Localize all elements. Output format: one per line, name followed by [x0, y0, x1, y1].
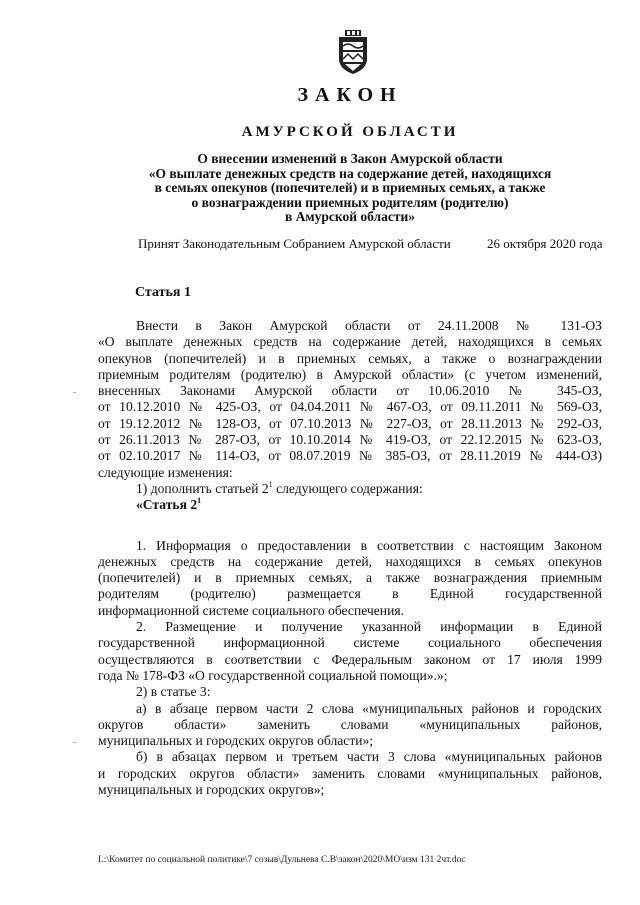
point-1-line: 1. Информация о предоставлении в соответствии с настоящим Законом [136, 537, 602, 553]
article-body [98, 318, 602, 798]
adopted-by: Принят Законодательным Собранием Амурской области [138, 236, 451, 251]
point-1-line: родителям (родителю) размещается в Единой государственной [98, 586, 602, 602]
law-subject [100, 152, 600, 225]
paragraph-line: Внести в Закон Амурской области от 24.11.2008 № 131-ОЗ [136, 318, 602, 333]
item-2b-line: б) в абзацах первом и третьем части 3 слова «муниципальных районов [136, 749, 602, 765]
paragraph-line: от 10.12.2010 № 425-ОЗ, от 04.04.2011 № 467-ОЗ, от 09.11.2011 № 569-ОЗ, [98, 399, 602, 415]
subject-line: в Амурской области» [284, 209, 415, 224]
coat-of-arms-icon [333, 29, 373, 75]
article-heading: Статья 1 [135, 285, 191, 300]
subject-line: О внесении изменений в Закон Амурской области [197, 151, 503, 166]
adopted-date: 26 октября 2020 года [487, 236, 603, 251]
region-title: АМУРСКОЙ ОБЛАСТИ [241, 124, 459, 140]
paragraph-line: приемным родителям (родителю) в Амурской области» (с учетом изменений, [98, 366, 602, 382]
item-1-superscript: 1 [268, 479, 273, 489]
subject-line: о вознаграждении приемных родителям (родителю) [191, 194, 509, 210]
paragraph-line: от 26.11.2013 № 287-ОЗ, от 10.10.2014 № 419-ОЗ, от 22.12.2015 № 623-ОЗ, [98, 432, 602, 448]
law-title: ЗАКОН [297, 84, 403, 106]
margin-tick [73, 392, 76, 393]
item-2a-line: округов области» заменить словами «муниципальных районов, [98, 716, 602, 732]
paragraph-line: «О выплате денежных средств на содержание детей, находящихся в семьях [98, 334, 602, 350]
paragraph-line: от 02.10.2017 № 114-ОЗ, от 08.07.2019 № 385-ОЗ, от 28.11.2019 № 444-ОЗ) [98, 448, 602, 464]
item-1 [98, 481, 602, 497]
point-2-line: года № 178-ФЗ «О государственной социальной помощи».»; [98, 667, 448, 683]
new-article-title: «Статья 2 [136, 497, 198, 513]
point-1-line: (попечителей) и в приемных семьях, а также вознаграждения приемным [98, 570, 602, 586]
item-1-text-end: следующего содержания: [272, 480, 423, 496]
point-1-line: денежных средств на содержание детей, находящихся в семьях опекунов [98, 553, 602, 569]
margin-tick [73, 742, 76, 743]
new-article-heading [98, 497, 602, 513]
item-2a-line: а) в абзаце первом части 2 слова «муниципальных районов и городских [136, 700, 602, 716]
subject-line: «О выплате денежных средств на содержание детей, находящихся [148, 165, 552, 181]
item-2: 2) в статье 3: [136, 684, 211, 700]
item-2a-line: муниципальных и городских округов области»; [98, 733, 374, 749]
point-2-line: осуществляются в соответствии с Федеральным законом от 17 июля 1999 [98, 651, 602, 667]
paragraph-line: опекунов (попечителей) и в приемных семьях, а также о вознаграждении [98, 350, 602, 366]
item-1-text: 1) дополнить статьей 2 [136, 480, 269, 496]
point-1-line: информационной системе социального обеспечения. [98, 602, 405, 618]
file-path-footer: L:\Комитет по социальной политике\7 созыв\Дульнева С.В\закон\2020\МО\изм 131 2чт.doc [98, 855, 466, 865]
item-2b-line: муниципальных и городских округов»; [98, 782, 325, 798]
item-2b-line: и городских округов области» заменить словами «муниципальных районов, [98, 765, 602, 781]
subject-line: в семьях опекунов (попечителей) и в приемных семьях, а также [154, 180, 546, 195]
point-2-line: 2. Размещение и получение указанной информации в Единой [136, 619, 602, 635]
new-article-superscript: 1 [197, 496, 202, 506]
paragraph-line: следующие изменения: [98, 464, 233, 480]
point-2-line: государственной информационной системе социального обеспечения [98, 635, 602, 651]
paragraph-line: внесенных Законами Амурской области от 10.06.2010 № 345-ОЗ, [98, 383, 602, 399]
paragraph-line: от 19.12.2012 № 128-ОЗ, от 07.10.2013 № 227-ОЗ, от 28.11.2013 № 292-ОЗ, [98, 415, 602, 431]
